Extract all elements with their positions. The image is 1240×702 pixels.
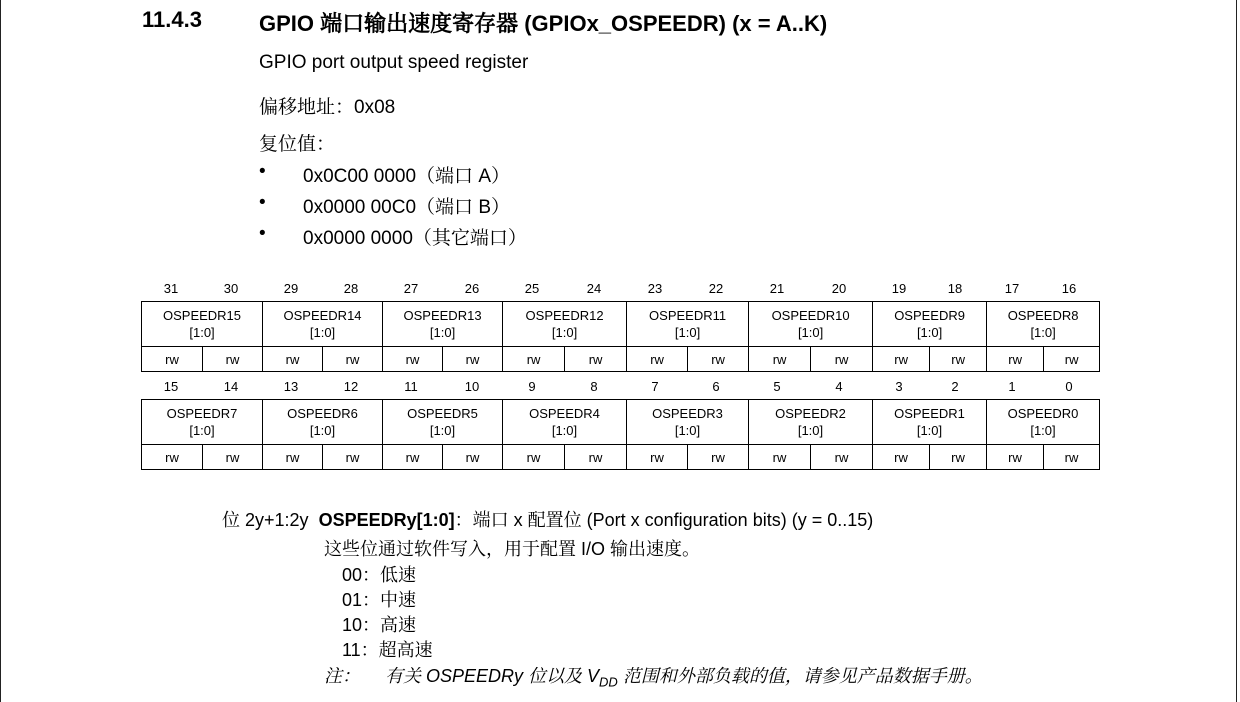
offset-address: 偏移地址：0x08	[259, 97, 396, 118]
field-range: [1:0]	[429, 325, 456, 340]
bit-number: 10	[464, 379, 480, 394]
field-ospeedr11	[627, 302, 749, 347]
access-cell: rw	[627, 347, 688, 372]
field-ospeedr6	[263, 400, 383, 445]
access-cell: rw	[987, 347, 1044, 372]
register-subtitle: GPIO port output speed register	[259, 52, 529, 73]
access-cell: rw	[323, 445, 383, 470]
bit-number: 3	[895, 379, 903, 394]
speed-option: 00：低速	[342, 565, 417, 585]
reset-value-label: 复位值：	[259, 134, 336, 155]
field-range: [1:0]	[1030, 325, 1056, 340]
bit-description-text: ：端口 x 配置位 (Port x configuration bits) (y = 0..15)	[454, 510, 874, 530]
field-name: OSPEEDR4	[529, 406, 600, 421]
field-range: [1:0]	[916, 423, 943, 438]
bit-number: 13	[283, 379, 299, 394]
bit-number: 7	[651, 379, 659, 394]
access-cell: rw	[873, 347, 930, 372]
access-cell: rw	[383, 347, 443, 372]
access-cell: rw	[323, 347, 383, 372]
vdd-subscript: DD	[599, 674, 618, 690]
access-cell: rw	[142, 445, 203, 470]
field-name: OSPEEDR6	[287, 406, 358, 421]
bit-number: 26	[464, 281, 480, 296]
access-cell: rw	[203, 347, 263, 372]
access-cell: rw	[503, 445, 565, 470]
field-name: OSPEEDR14	[283, 308, 362, 323]
access-cell: rw	[203, 445, 263, 470]
field-range: [1:0]	[551, 423, 578, 438]
access-cell: rw	[688, 445, 749, 470]
bit-number: 6	[712, 379, 720, 394]
field-name: OSPEEDR8	[1007, 308, 1079, 323]
field-range: [1:0]	[189, 325, 215, 340]
access-cell: rw	[749, 347, 811, 372]
field-name: OSPEEDR5	[407, 406, 478, 421]
field-ospeedr12	[503, 302, 627, 347]
bit-number: 11	[404, 379, 418, 394]
bit-number: 28	[343, 281, 359, 296]
bullet-icon: •	[259, 192, 266, 213]
field-ospeedr10	[749, 302, 873, 347]
access-cell: rw	[263, 445, 323, 470]
field-range: [1:0]	[797, 423, 824, 438]
field-range: [1:0]	[551, 325, 578, 340]
field-ospeedr15	[142, 302, 263, 347]
bit-number: 0	[1065, 379, 1073, 394]
access-cell: rw	[749, 445, 811, 470]
field-name: OSPEEDR3	[652, 406, 723, 421]
field-range: [1:0]	[674, 423, 701, 438]
bit-number: 8	[590, 379, 598, 394]
field-name: OSPEEDR12	[525, 308, 604, 323]
field-range: [1:0]	[189, 423, 215, 438]
speed-option: 01：中速	[342, 590, 417, 610]
access-cell: rw	[443, 445, 503, 470]
access-cell: rw	[811, 347, 873, 372]
field-name: OSPEEDR2	[775, 406, 846, 421]
access-cell: rw	[263, 347, 323, 372]
bit-range-label: 位 2y+1:2y	[222, 510, 309, 530]
field-name: OSPEEDR0	[1007, 406, 1079, 421]
bit-number: 30	[223, 281, 239, 296]
field-range: [1:0]	[309, 325, 336, 340]
bit-number: 4	[835, 379, 843, 394]
bit-number: 16	[1061, 281, 1077, 296]
access-cell: rw	[930, 445, 987, 470]
access-cell: rw	[443, 347, 503, 372]
note-text-pre: 有关 OSPEEDRy 位以及 V	[385, 666, 600, 686]
field-ospeedr8	[987, 302, 1100, 347]
bullet-icon: •	[259, 223, 266, 244]
field-name: OSPEEDR7	[166, 406, 238, 421]
access-cell: rw	[565, 445, 627, 470]
access-cell: rw	[930, 347, 987, 372]
field-ospeedr4	[503, 400, 627, 445]
bit-number: 19	[891, 281, 907, 296]
page-left-border	[0, 0, 1, 702]
access-cell: rw	[565, 347, 627, 372]
field-ospeedr14	[263, 302, 383, 347]
field-name: OSPEEDR13	[403, 308, 482, 323]
field-name: OSPEEDR15	[162, 308, 242, 323]
bit-number: 20	[831, 281, 847, 296]
bit-number: 31	[163, 281, 179, 296]
reset-value-item: 0x0000 0000（其它端口）	[303, 228, 527, 249]
access-cell: rw	[142, 347, 203, 372]
field-ospeedr7	[142, 400, 263, 445]
access-cell: rw	[873, 445, 930, 470]
note-label: 注：	[324, 666, 360, 686]
speed-option: 11：超高速	[342, 640, 433, 660]
bit-number: 9	[528, 379, 536, 394]
reset-value-item: 0x0C00 0000（端口 A）	[303, 166, 510, 187]
bit-number: 1	[1008, 379, 1016, 394]
bit-number: 29	[283, 281, 299, 296]
bit-number: 14	[223, 379, 239, 394]
field-name-bold: OSPEEDRy[1:0]	[318, 510, 455, 530]
field-name: OSPEEDR11	[649, 308, 727, 323]
bit-number: 24	[586, 281, 602, 296]
register-table-upper	[141, 301, 1100, 372]
field-range: [1:0]	[429, 423, 456, 438]
field-range: [1:0]	[1030, 423, 1056, 438]
access-cell: rw	[688, 347, 749, 372]
note-text	[385, 662, 983, 690]
field-name: OSPEEDR9	[894, 308, 965, 323]
access-cell: rw	[987, 445, 1044, 470]
field-range: [1:0]	[916, 325, 943, 340]
speed-option: 10：高速	[342, 615, 417, 635]
bit-number: 18	[947, 281, 963, 296]
bit-number: 12	[343, 379, 359, 394]
note-text-post: 范围和外部负载的值，请参见产品数据手册。	[617, 666, 983, 686]
field-range: [1:0]	[674, 325, 701, 340]
bit-description-detail: 这些位通过软件写入，用于配置 I/O 输出速度。	[324, 539, 701, 559]
field-ospeedr1	[873, 400, 987, 445]
bit-number: 25	[524, 281, 540, 296]
access-cell: rw	[503, 347, 565, 372]
field-ospeedr13	[383, 302, 503, 347]
bullet-icon: •	[259, 161, 266, 182]
access-cell: rw	[811, 445, 873, 470]
field-range: [1:0]	[797, 325, 824, 340]
field-ospeedr5	[383, 400, 503, 445]
field-name: OSPEEDR10	[771, 308, 850, 323]
section-title: GPIO 端口输出速度寄存器 (GPIOx_OSPEEDR) (x = A..K)	[259, 11, 828, 36]
bit-number: 5	[773, 379, 781, 394]
field-ospeedr9	[873, 302, 987, 347]
bit-number: 21	[769, 281, 785, 296]
bit-number: 22	[708, 281, 724, 296]
field-ospeedr3	[627, 400, 749, 445]
page-right-border	[1236, 0, 1237, 702]
access-cell: rw	[627, 445, 688, 470]
field-name: OSPEEDR1	[894, 406, 965, 421]
bit-number: 27	[403, 281, 419, 296]
access-cell: rw	[1044, 445, 1100, 470]
field-ospeedr0	[987, 400, 1100, 445]
section-number: 11.4.3	[142, 7, 202, 32]
bit-number: 23	[647, 281, 663, 296]
access-cell: rw	[383, 445, 443, 470]
bit-number: 2	[951, 379, 959, 394]
field-ospeedr2	[749, 400, 873, 445]
access-cell: rw	[1044, 347, 1100, 372]
bit-number: 17	[1004, 281, 1020, 296]
reset-value-item: 0x0000 00C0（端口 B）	[303, 197, 510, 218]
bit-number: 15	[163, 379, 179, 394]
register-table-lower	[141, 399, 1100, 470]
field-range: [1:0]	[309, 423, 336, 438]
bit-description-heading	[222, 506, 873, 532]
